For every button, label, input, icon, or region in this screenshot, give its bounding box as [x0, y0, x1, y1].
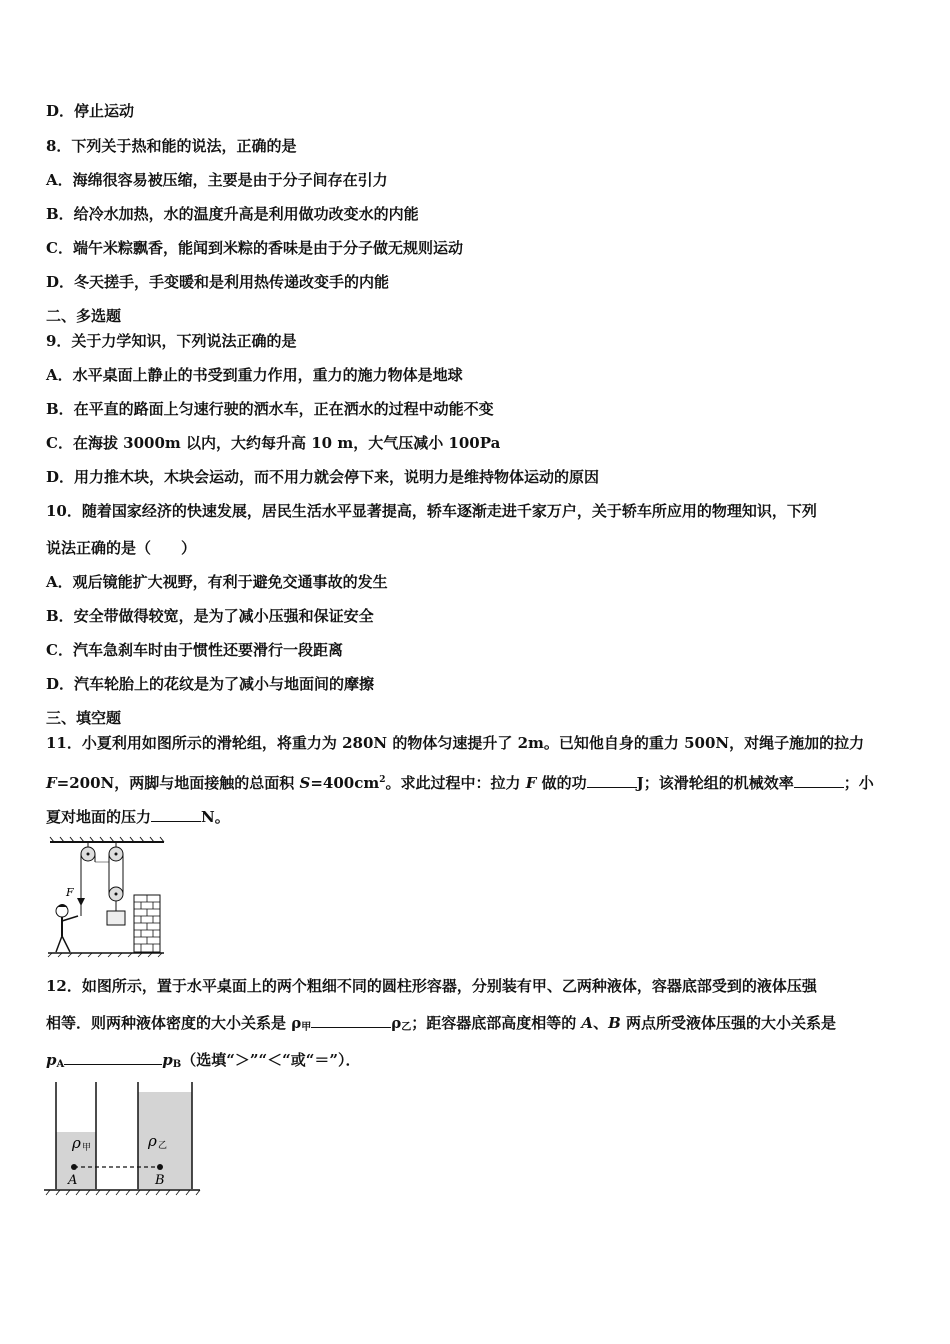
q11-line2: F=200N，两脚与地面接触的总面积 $S=400cm^2$。求此过程中：拉力 F 做的功 J；该滑轮组的机械效率 ；小: [46, 774, 874, 792]
q11-line1: 11．小夏利用如图所示的滑轮组，将重力为 280N 的物体匀速提升了 2m。已知他自身的重力 500N，对绳子施加的拉力: [46, 734, 865, 752]
section-title-multiple-choice: 二、多选题: [46, 307, 122, 325]
section-title-fill-in: 三、填空题: [46, 709, 122, 727]
q9-option-c: C．在海拔 3000m 以内，大约每升高 10 m，大气压减小 100Pa: [46, 434, 501, 452]
q12-line1: 12．如图所示，置于水平桌面上的两个粗细不同的圆柱形容器，分别装有甲、乙两种液体，容器底部受到的液体压强: [46, 977, 817, 995]
q8-option-d: D．冬天搓手，手变暖和是利用热传递改变手的内能: [46, 273, 390, 291]
q9-stem: 9．关于力学知识，下列说法正确的是: [46, 332, 297, 350]
q10-option-c: C．汽车急刹车时由于惯性还要滑行一段距离: [46, 641, 343, 659]
q10-option-d: D．汽车轮胎上的花纹是为了减小与地面间的摩擦: [46, 675, 375, 693]
q8-stem: 8．下列关于热和能的说法，正确的是: [46, 137, 297, 155]
q11-force-symbol: F: [46, 774, 57, 792]
rho-jia-label: ρ: [72, 1134, 81, 1152]
containers-figure: [42, 1080, 202, 1198]
pulley-system-figure: [44, 836, 169, 958]
q8-option-b: B．给冷水加热，水的温度升高是利用做功改变水的内能: [46, 205, 419, 223]
rho-yi-label: ρ: [148, 1132, 157, 1150]
point-b-label: B: [155, 1173, 165, 1188]
q12-pressure-blank[interactable]: [64, 1050, 162, 1065]
svg-text:乙: 乙: [158, 1141, 168, 1151]
q8-option-a: A．海绵很容易被压缩，主要是由于分子间存在引力: [46, 171, 388, 189]
q11-pressure-force-blank[interactable]: [151, 807, 201, 822]
q8-option-c: C．端午米粽飘香，能闻到米粽的香味是由于分子做无规则运动: [46, 239, 463, 257]
q10-stem-line1: 10．随着国家经济的快速发展，居民生活水平显著提高，轿车逐渐走进千家万户，关于轿车所应用的物理知识，下列: [46, 502, 817, 520]
point-a-label: A: [68, 1173, 78, 1188]
q11-efficiency-blank[interactable]: [794, 773, 844, 788]
q9-option-d: D．用力推木块，木块会运动，而不用力就会停下来，说明力是维持物体运动的原因: [46, 468, 600, 486]
svg-text:甲: 甲: [82, 1143, 92, 1153]
q9-option-b: B．在平直的路面上匀速行驶的洒水车，正在洒水的过程中动能不变: [46, 400, 494, 418]
q11-line3: 夏对地面的压力 N。: [46, 808, 230, 826]
q9-option-a: A．水平桌面上静止的书受到重力作用，重力的施力物体是地球: [46, 366, 463, 384]
q10-option-b: B．安全带做得较宽，是为了减小压强和保证安全: [46, 607, 374, 625]
q12-density-blank[interactable]: [311, 1013, 391, 1028]
q10-stem-line2: 说法正确的是（ ）: [46, 539, 197, 557]
q11-area-symbol: S: [299, 774, 311, 792]
q12-line3: $p_A$ $p_B$（选填“＞”“＜“或“＝”）．: [46, 1051, 361, 1070]
q11-work-blank[interactable]: [587, 773, 637, 788]
force-label: F: [66, 886, 74, 899]
q7-option-d: D．停止运动: [46, 102, 135, 120]
q12-line2: 相等．则两种液体密度的大小关系是 $\rho_甲$ $\rho_乙$；距容器底部高度相等的 A、B 两点所受液体压强的大小关系是: [46, 1014, 836, 1033]
q10-option-a: A．观后镜能扩大视野，有利于避免交通事故的发生: [46, 573, 388, 591]
